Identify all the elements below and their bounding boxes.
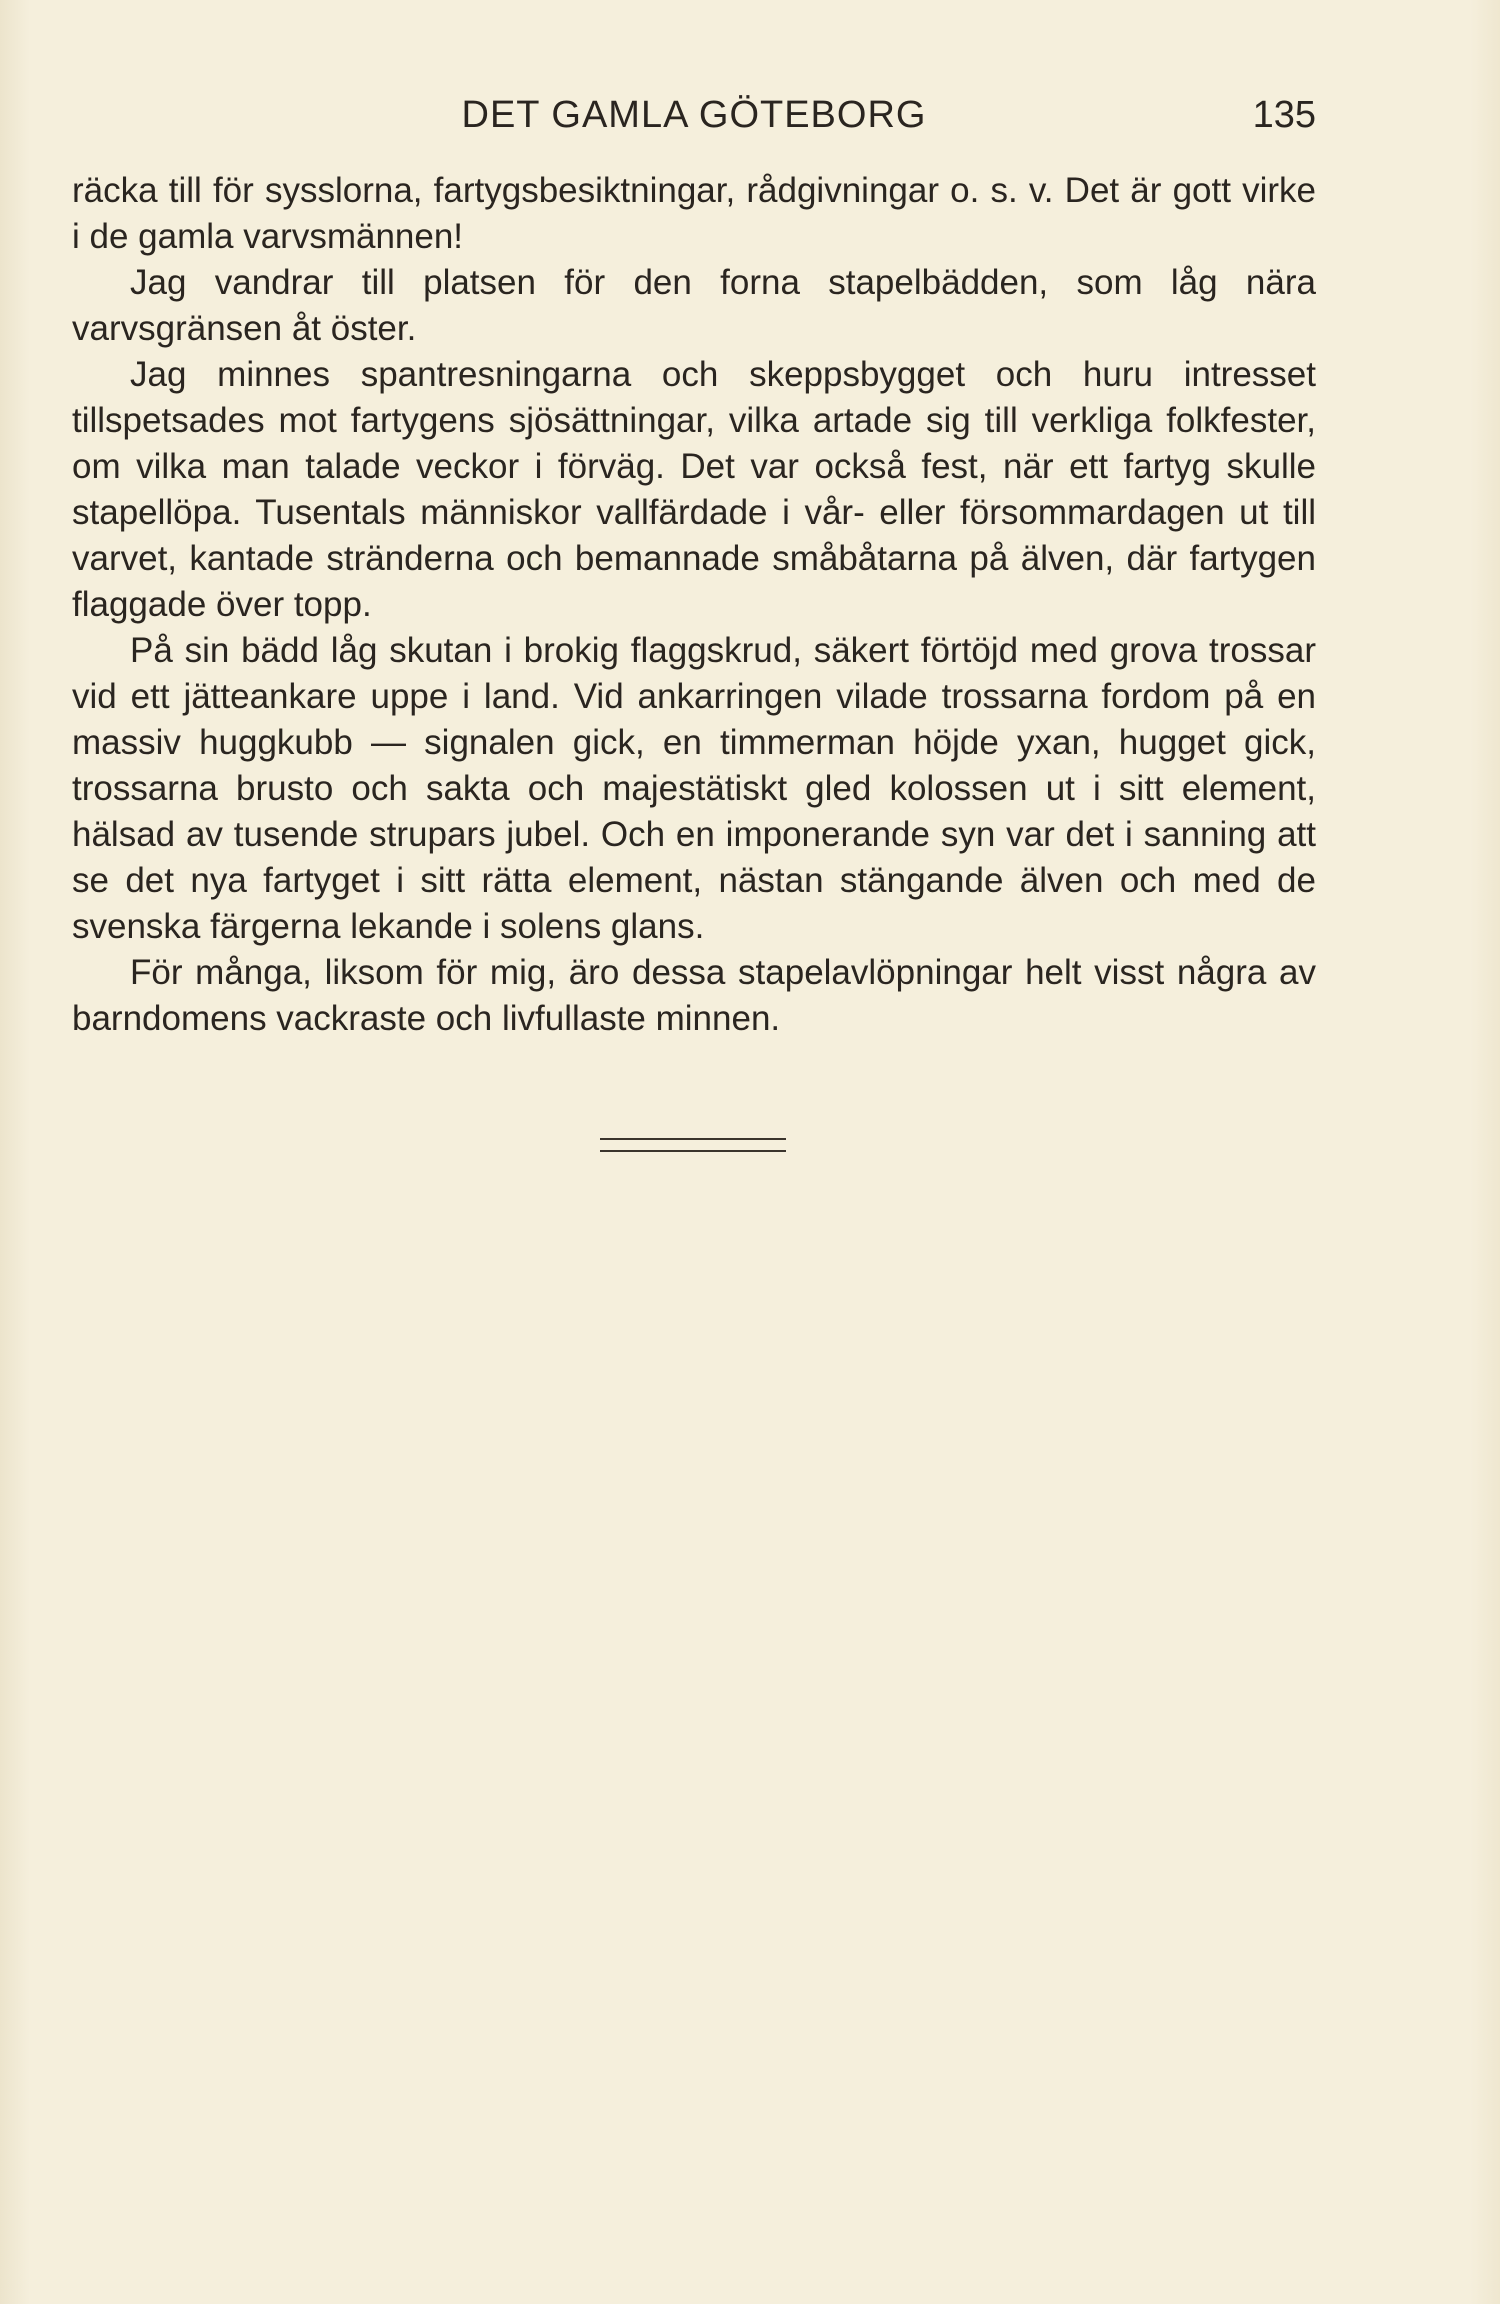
paragraph-1: räcka till för sysslorna, fartygsbesiktningar, rådgivningar o. s. v. Det är gott virke i de gamla varvsmännen! <box>72 171 1316 256</box>
paragraph-3: Jag minnes spantresningarna och skeppsbygget och huru intresset tillspetsades mot fartygens sjösättningar, vilka artade sig till verkliga folkfester, om vilka man talade veckor i förväg. Det var också fest, när ett fartyg skulle stapellöpa. Tusentals människor vallfärdade i vår- eller försommardagen ut till varvet, kantade stränderna och bemannade småbåtarna på älven, där fartygen flaggade över topp. <box>72 355 1316 624</box>
body-text <box>72 168 1316 1042</box>
paragraph-2: Jag vandrar till platsen för den forna stapelbädden, som låg nära varvsgränsen åt öster. <box>72 263 1316 348</box>
running-title: DET GAMLA GÖTEBORG <box>461 94 927 136</box>
paragraph-5: För många, liksom för mig, äro dessa stapelavlöpningar helt visst några av barndomens vackraste och livfullaste minnen. <box>72 953 1316 1038</box>
section-end-rule <box>600 1138 786 1152</box>
page-header <box>72 88 1316 148</box>
page-number: 135 <box>1252 94 1316 136</box>
paragraph-4: På sin bädd låg skutan i brokig flaggskrud, säkert förtöjd med grova trossar vid ett jätteankare uppe i land. Vid ankarringen vilade trossarna fordom på en massiv huggkubb — signalen gick, en timmerman höjde yxan, hugget gick, trossarna brusto och sakta och majestätiskt gled kolossen ut i sitt element, hälsad av tusende strupars jubel. Och en imponerande syn var det i sanning att se det nya fartyget i sitt rätta element, nästan stängande älven och med de svenska färgerna lekande i solens glans. <box>72 631 1316 946</box>
